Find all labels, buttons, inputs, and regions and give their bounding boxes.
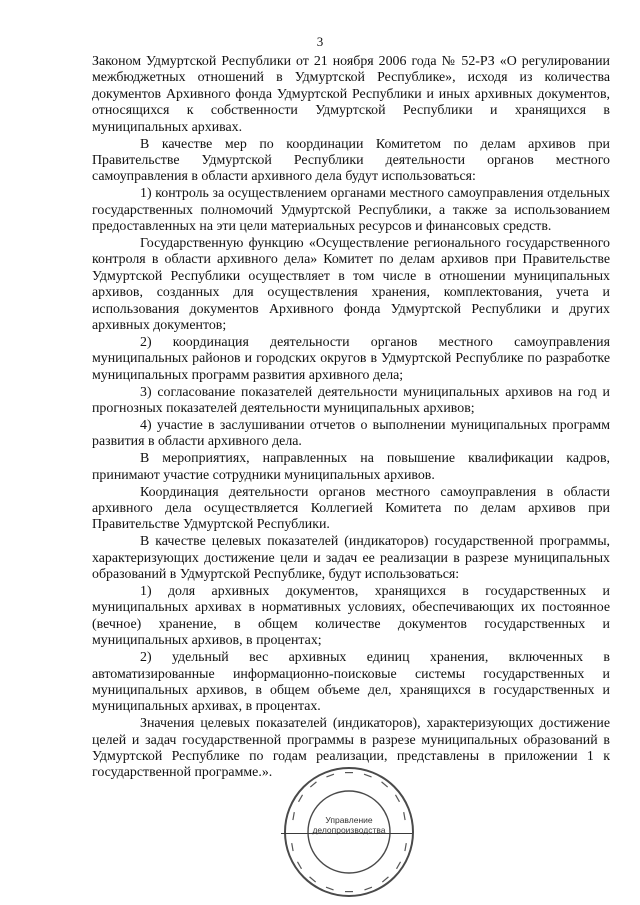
paragraph-12: 2) удельный вес архивных единиц хранения, включенных в автоматизированные информационно-поисковые системы государственных и муниципальных архивов, в общем объеме дел, хранящихся в государственных и муниципальных архивах, в процентах.: [92, 650, 610, 715]
paragraph-11: 1) доля архивных документов, хранящихся в государственных и муниципальных архивах в нормативных условиях, обеспечивающих их постоянное (вечное) хранение, в общем количестве документов государственных и муниципальных архивов, в процентах;: [92, 584, 610, 649]
stamp-line-2: делопроизводства: [312, 825, 386, 835]
paragraph-3: 1) контроль за осуществлением органами местного самоуправления отдельных государственных полномочий Удмуртской Республики, а также за использованием предоставленных на эти цели материальных ресурсов и финансовых средств.: [92, 186, 610, 235]
paragraph-8: В мероприятиях, направленных на повышение квалификации кадров, принимают участие сотрудники муниципальных архивов.: [92, 451, 610, 483]
stamp-center-text: [282, 815, 416, 835]
paragraph-6: 3) согласование показателей деятельности муниципальных архивов на год и прогнозных показателей деятельности муниципальных архивов;: [92, 384, 610, 417]
paragraph-7: 4) участие в заслушивании отчетов о выполнении муниципальных программ развития в области архивного дела.: [92, 417, 610, 450]
document-body: [92, 54, 610, 782]
paragraph-9: Координация деятельности органов местного самоуправления в области архивного дела осуществляется Коллегией Комитета по делам архивов при Правительстве Удмуртской Республики.: [92, 484, 610, 533]
paragraph-2: В качестве мер по координации Комитетом по делам архивов при Правительстве Удмуртской Республики деятельности органов местного самоуправления в области архивного дела будут использоваться:: [92, 136, 610, 185]
paragraph-13: Значения целевых показателей (индикаторов), характеризующих достижение целей и задач государственной программы в разрезе муниципальных образований в Удмуртской Республике по годам реализации, представлены в приложении 1 к государственной программе.».: [92, 716, 610, 781]
paragraph-4: Государственную функцию «Осуществление регионального государственного контроля в области архивного дела» Комитет по делам архивов при Правительстве Удмуртской Республики осуществляет в том числе в отношении муниципальных архивов, созданных для осуществления хранения, комплектования, учета и использования документов Архивного фонда Удмуртской Республики и других архивных документов;: [92, 235, 610, 333]
paragraph-10: В качестве целевых показателей (индикаторов) государственной программы, характеризующих достижение цели и задач ее реализации в разрезе муниципальных образований в Удмуртской Республике, будут использоваться:: [92, 534, 610, 583]
paragraph-5: 2) координация деятельности органов местного самоуправления муниципальных районов и городских округов в Удмуртской Республике по разработке муниципальных программ развития архивного дела;: [92, 334, 610, 383]
stamp-line-1: Управление: [325, 815, 373, 825]
page-number: 3: [316, 34, 324, 49]
paragraph-1: Законом Удмуртской Республики от 21 ноября 2006 года № 52-РЗ «О регулировании межбюджетных отношений в Удмуртской Республике», исходя из количества документов Архивного фонда Удмуртской Республики и иных архивных документов, относящихся к собственности Удмуртской Республики и хранящихся в муниципальных архивах.: [92, 54, 610, 135]
